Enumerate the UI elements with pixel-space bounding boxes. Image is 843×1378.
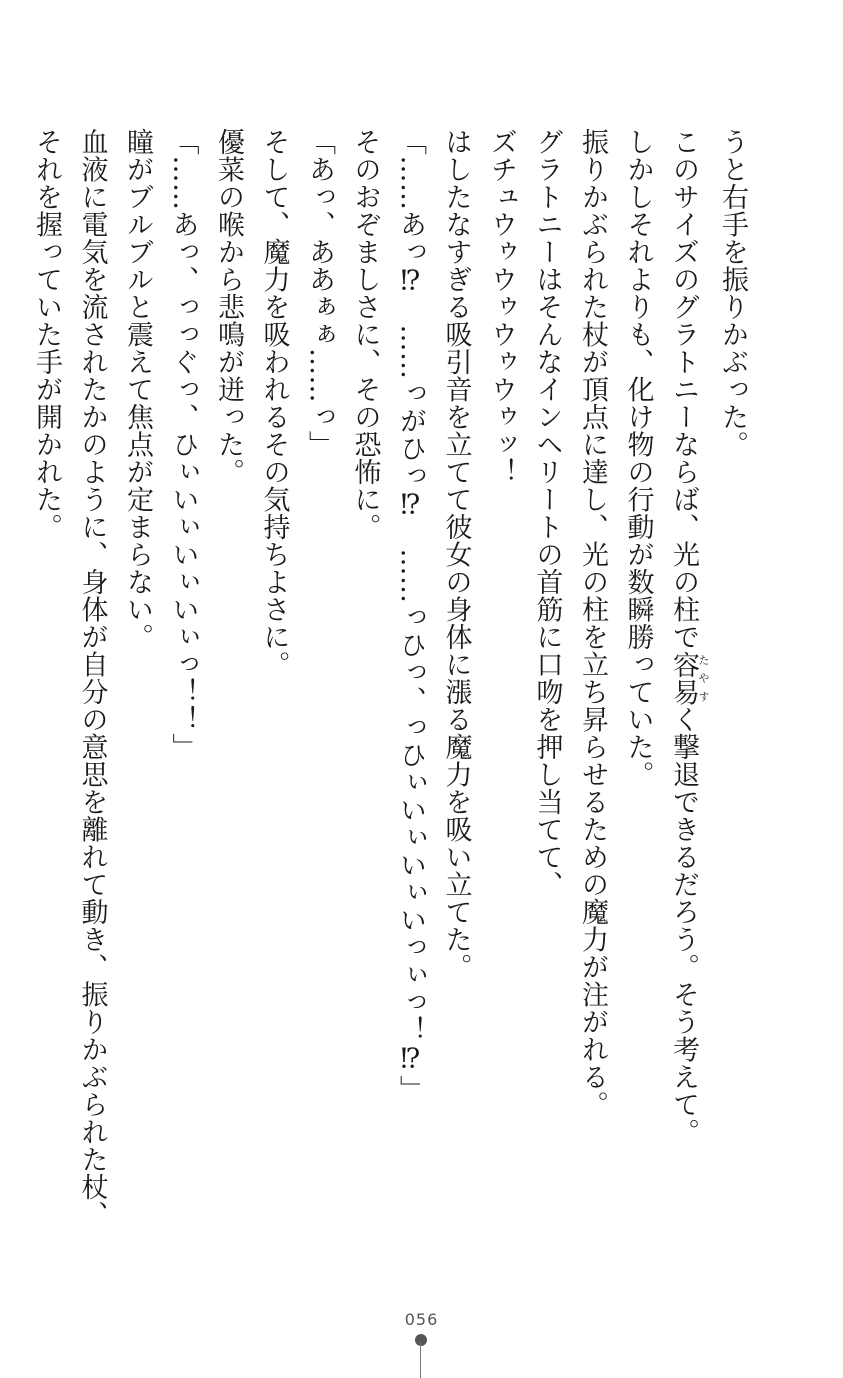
text-line: 優菜の喉から悲鳴が迸った。 bbox=[213, 128, 244, 486]
text-line: グラトニーはそんなインヘリートの首筋に口吻を押し当てて、 bbox=[531, 128, 563, 898]
text-line: ズチュウゥウゥウゥウゥッ！ bbox=[486, 128, 517, 486]
page-number: 056 bbox=[404, 1310, 439, 1329]
text-segment: このサイズのグラトニーならば、光の柱で bbox=[668, 128, 699, 651]
text-line: そのおぞましさに、その恐怖に。 bbox=[349, 128, 381, 541]
text-line: 血液に電気を流されたかのように、身体が自分の意思を離れて動き、振りかぶられた杖、 bbox=[76, 128, 108, 1228]
text-line: はしたなすぎる吸引音を立てて彼女の身体に漲る魔力を吸い立てた。 bbox=[440, 128, 472, 981]
dialogue-line: 「……あっ⁉ ……っがひっ⁉ ……っひっ、っひぃいぃいぃいっぃっ！⁉」 bbox=[395, 128, 426, 1103]
text-segment: く撃退できるだろう。そう考えて。 bbox=[668, 705, 699, 1146]
body-text bbox=[31, 128, 755, 1258]
text-line: 瞳がブルブルと震えて焦点が定まらない。 bbox=[122, 128, 153, 651]
text-line: それを握っていた手が開かれた。 bbox=[31, 128, 62, 541]
text-line bbox=[661, 128, 710, 1258]
text-line: 振りかぶられた杖が頂点に達し、光の柱を立ち昇らせるための魔力が注がれる。 bbox=[577, 128, 608, 1118]
ruby-annotation bbox=[668, 650, 710, 706]
text-line: しかしそれよりも、化け物の行動が数瞬勝っていた。 bbox=[622, 128, 654, 788]
text-line: そして、魔力を吸われるその気持ちよさに。 bbox=[258, 128, 290, 678]
page-marker-line bbox=[420, 1342, 421, 1378]
dialogue-line: 「……あっ、っっぐっ、ひぃいぃいぃいぃっ！！」 bbox=[167, 128, 199, 761]
text-line: うと右手を振りかぶった。 bbox=[717, 128, 748, 458]
page-marker-dot bbox=[415, 1334, 427, 1346]
ruby-base: 容易 bbox=[668, 650, 699, 706]
ruby-reading: たやす bbox=[697, 650, 710, 706]
dialogue-line: 「あっ、ああぁぁ……っ」 bbox=[304, 128, 335, 458]
